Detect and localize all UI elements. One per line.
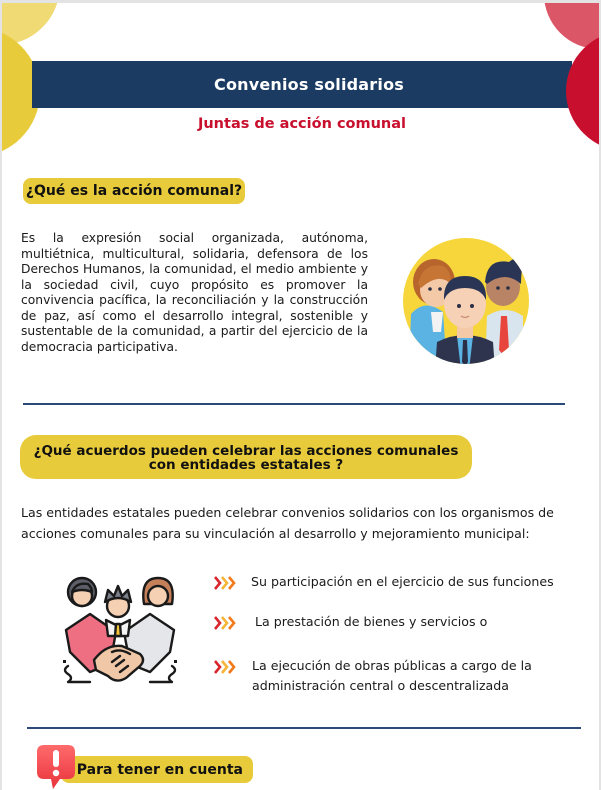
list-item-text: Su participación en el ejercicio de sus funciones — [251, 574, 554, 589]
section-heading-what-is — [23, 178, 245, 204]
document-page — [2, 3, 599, 790]
list-item — [214, 613, 487, 632]
triple-chevron-icon — [214, 660, 240, 674]
section-heading-text: Para tener en cuenta — [76, 761, 243, 778]
list-item — [214, 573, 554, 592]
page-subtitle: Juntas de acción comunal — [197, 116, 407, 132]
agreements-intro-paragraph: Las entidades estatales pueden celebrar convenios solidarios con los organismos de acciones comunales para su vinculación al desarrollo y mejoramiento municipal: — [21, 505, 554, 541]
exclamation-alert-icon — [36, 744, 76, 790]
page-title: Convenios solidarios — [214, 75, 404, 94]
definition-paragraph: Es la expresión social organizada, autónoma, multiétnica, multicultural, solidaria, defensora de los Derechos Humanos, la comunidad, el medio ambiente y la sociedad civil, cuyo propósito es promover la convivencia pacífica, la reconciliación y la construcción de paz, así como el desarrollo integral, sostenible y sustentable de la comunidad, a partir del ejercicio de la democracia participativa. — [21, 231, 368, 354]
list-item — [214, 657, 582, 696]
section-heading-line-1: ¿Qué acuerdos pueden celebrar las acciones comunales — [33, 442, 459, 459]
list-item-text: La ejecución de obras públicas a cargo de la administración central o descentralizada — [252, 658, 532, 693]
list-item-text: La prestación de bienes y servicios o — [255, 614, 488, 629]
group-of-people-icon — [401, 232, 531, 370]
section-heading-agreements — [20, 435, 472, 479]
section-divider — [23, 403, 565, 405]
handshake-team-icon — [60, 574, 180, 690]
section-heading-line-2: con entidades estatales ? — [148, 456, 344, 473]
section-heading-keep-in-mind — [61, 756, 253, 783]
title-banner — [32, 61, 572, 108]
section-heading-text: ¿Qué es la acción comunal? — [25, 183, 243, 199]
section-divider — [27, 727, 581, 729]
triple-chevron-icon — [214, 576, 240, 590]
decorative-circle-red — [566, 31, 599, 151]
triple-chevron-icon — [214, 616, 240, 630]
